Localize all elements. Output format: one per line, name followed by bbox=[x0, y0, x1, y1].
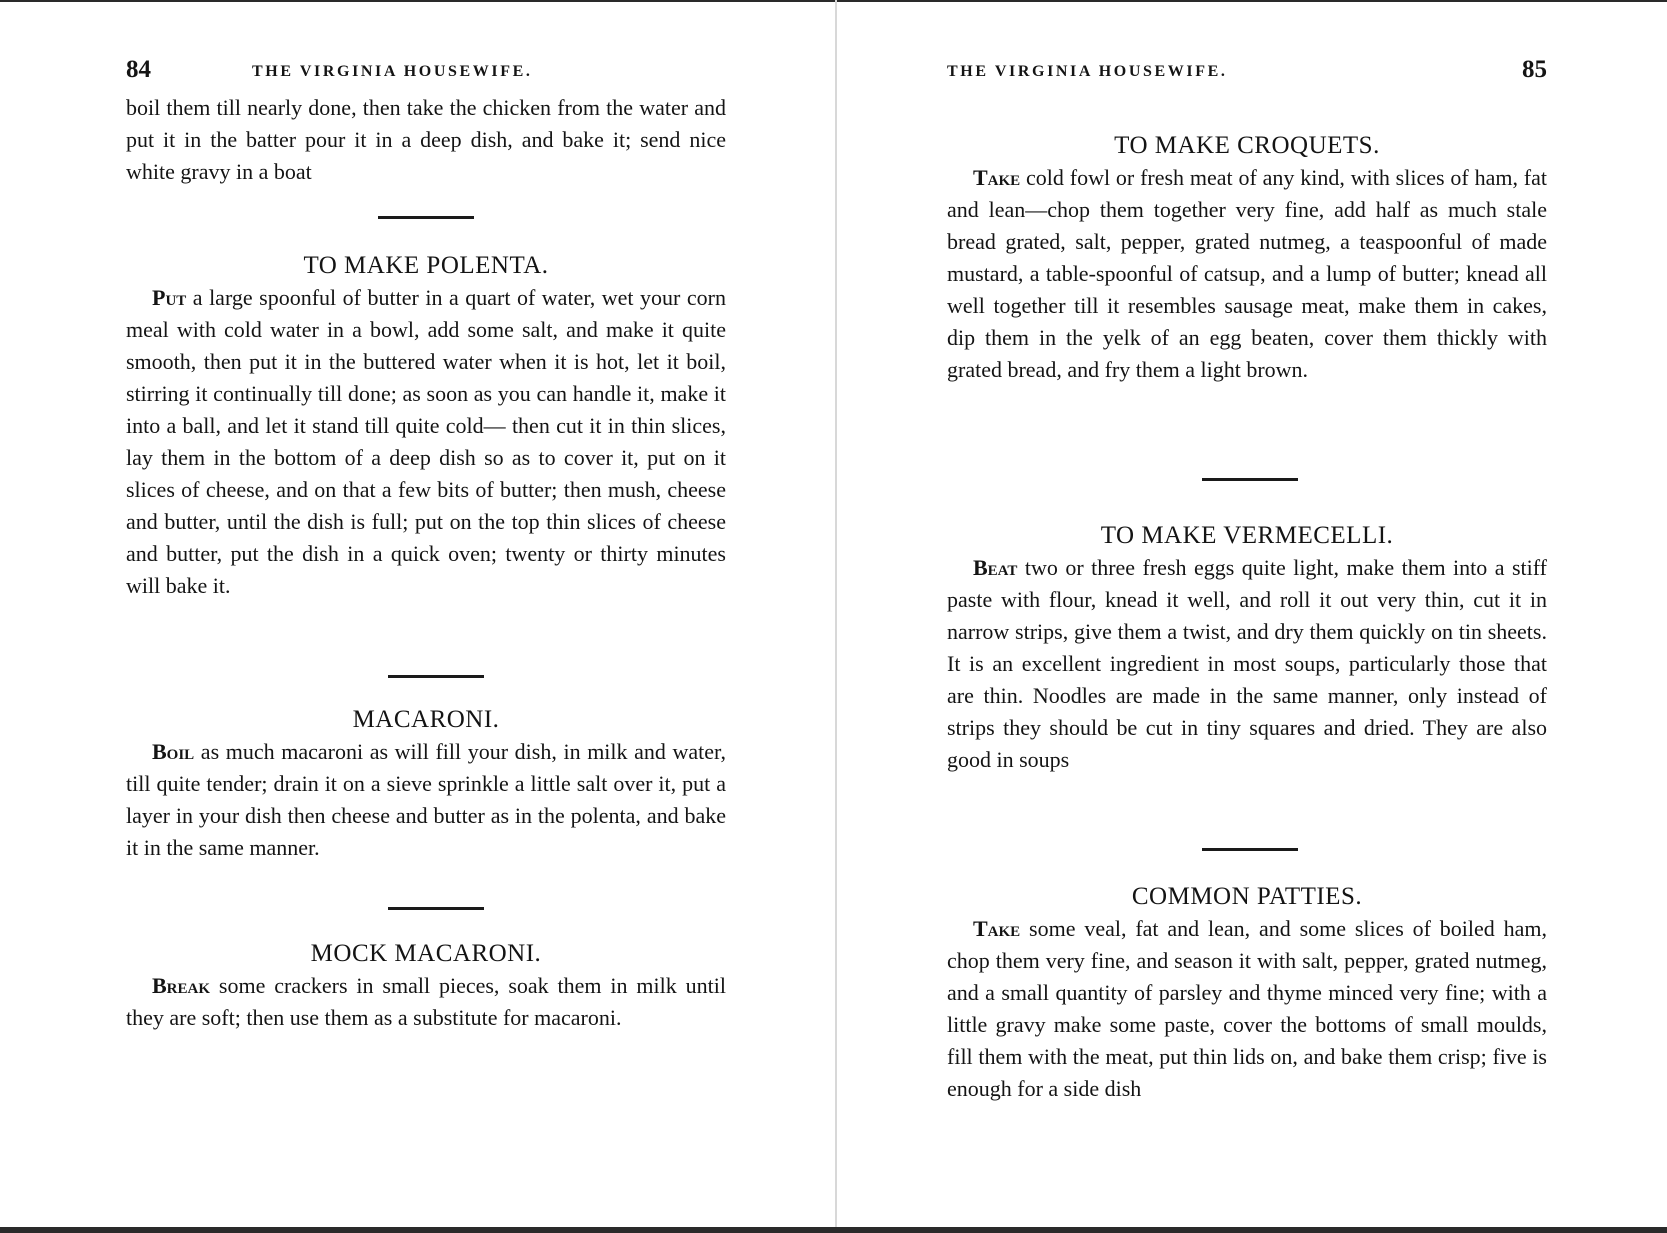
recipe-common-patties bbox=[947, 881, 1547, 1105]
recipe-body bbox=[947, 913, 1547, 1105]
recipe-lead-word: Put bbox=[152, 285, 187, 310]
section-rule bbox=[388, 675, 484, 678]
page-number: 85 bbox=[1522, 56, 1547, 83]
recipe-polenta bbox=[126, 250, 726, 602]
section-rule bbox=[1202, 848, 1298, 851]
section-rule bbox=[378, 216, 474, 219]
left-page-header bbox=[126, 56, 726, 86]
right-page bbox=[837, 0, 1667, 1227]
recipe-text: some crackers in small pieces, soak them in milk until they are soft; then use them as a substitute for macaroni. bbox=[126, 973, 726, 1030]
recipe-text: as much macaroni as will fill your dish, in milk and water, till quite tender; drain it on a sieve sprinkle a little salt over it, put a layer in your dish then cheese and butter as in the polenta, and bake it in the same manner. bbox=[126, 739, 726, 860]
continuation-paragraph: boil them till nearly done, then take the chicken from the water and put it in the batter pour it in a deep dish, and bake it; send nice white gravy in a boat bbox=[126, 95, 726, 184]
right-page-header bbox=[947, 56, 1547, 86]
recipe-lead-word: Take bbox=[973, 916, 1021, 941]
recipe-lead-word: Break bbox=[152, 973, 211, 998]
recipe-croquets bbox=[947, 130, 1547, 386]
recipe-lead-word: Beat bbox=[973, 555, 1018, 580]
recipe-mock-macaroni bbox=[126, 938, 726, 1034]
recipe-body bbox=[126, 970, 726, 1034]
recipe-text: a large spoonful of butter in a quart of water, wet your corn meal with cold water in a bowl, add some salt, and make it quite smooth, then put it in the buttered water when it is hot, let it boil, stirring it continually till done; as soon as you can handle it, make it into a ball, and let it stand till quite cold— then cut it in thin slices, lay them in the bottom of a deep dish so as to cover it, put on it slices of cheese, and on that a few bits of butter; then mush, cheese and butter, until the dish is full; put on the top thin slices of cheese and butter, put the dish in a quick oven; twenty or thirty minutes will bake it. bbox=[126, 285, 726, 598]
recipe-title: COMMON PATTIES. bbox=[1131, 883, 1363, 910]
recipe-title: TO MAKE POLENTA. bbox=[303, 252, 549, 279]
recipe-body bbox=[126, 736, 726, 864]
recipe-vermecelli bbox=[947, 520, 1547, 776]
recipe-body bbox=[947, 552, 1547, 776]
recipe-title: MACARONI. bbox=[352, 706, 500, 733]
continuation-text bbox=[126, 92, 726, 188]
running-head: THE VIRGINIA HOUSEWIFE. bbox=[252, 63, 533, 80]
recipe-text: two or three fresh eggs quite light, make them into a stiff paste with flour, knead it well, and roll it out very thin, cut it in narrow strips, give them a twist, and dry them quickly on tin sheets. It is an excellent ingredient in most soups, particularly those that are thin. Noodles are made in the same manner, only instead of strips they should be cut in tiny squares and dried. They are also good in soups bbox=[947, 555, 1547, 772]
recipe-title: MOCK MACARONI. bbox=[310, 940, 542, 967]
recipe-text: some veal, fat and lean, and some slices of boiled ham, chop them very fine, and season it with salt, pepper, grated nutmeg, and a small quantity of parsley and thyme minced very fine; with a little gravy make some paste, cover the bottoms of small moulds, fill them with the meat, put thin lids on, and bake them crisp; five is enough for a side dish bbox=[947, 916, 1547, 1101]
page-number: 84 bbox=[126, 56, 151, 83]
bottom-border bbox=[0, 1227, 1667, 1233]
section-rule bbox=[388, 907, 484, 910]
recipe-text: cold fowl or fresh meat of any kind, with slices of ham, fat and lean—chop them together very fine, add half as much stale bread grated, salt, pepper, grated nutmeg, a teaspoonful of made mustard, a table-spoonful of catsup, and a lump of butter; knead all well together till it resembles sausage meat, make them in cakes, dip them in the yelk of an egg beaten, cover them thickly with grated bread, and fry them a light brown. bbox=[947, 165, 1547, 382]
section-rule bbox=[1202, 478, 1298, 481]
recipe-lead-word: Take bbox=[973, 165, 1021, 190]
left-page bbox=[0, 0, 835, 1227]
recipe-body bbox=[126, 282, 726, 602]
recipe-body bbox=[947, 162, 1547, 386]
recipe-macaroni bbox=[126, 704, 726, 864]
recipe-lead-word: Boil bbox=[152, 739, 195, 764]
recipe-title: TO MAKE VERMECELLI. bbox=[1100, 522, 1394, 549]
recipe-title: TO MAKE CROQUETS. bbox=[1114, 132, 1380, 159]
running-head: THE VIRGINIA HOUSEWIFE. bbox=[947, 63, 1228, 80]
